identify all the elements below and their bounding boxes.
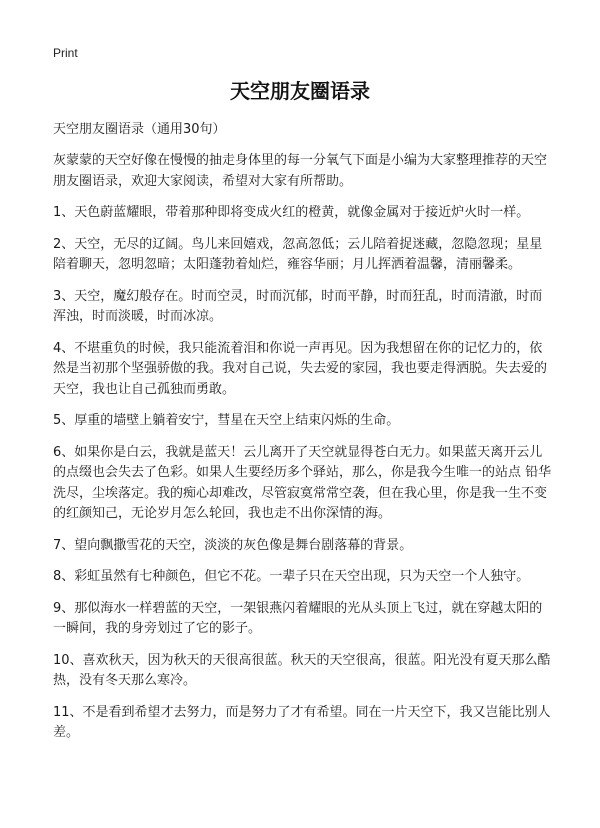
quote-item-8: 8、彩虹虽然有七种颜色，但它不花。一辈子只在天空出现，只为天空一个人独守。 [53,569,530,584]
quote-item-10: 10、喜欢秋天，因为秋天的天很高很蓝。秋天的天空很高，很蓝。阳光没有夏天那么酷热，没有冬天那么寒冷。 [53,652,551,688]
document-subtitle: 天空朋友圈语录（通用30句） [53,122,226,137]
quote-item-9: 9、那似海水一样碧蓝的天空，一架银燕闪着耀眼的光从头顶上飞过，就在穿越太阳的一瞬间，我的身旁划过了它的影子。 [53,600,543,636]
quote-item-6: 6、如果你是白云，我就是蓝天！云儿离开了天空就显得苍白无力。如果蓝天离开云儿的点缀也会失去了色彩。如果人生要经历多个驿站，那么，你是我今生唯一的站点 铅华洗尽，尘埃落定。我的痴心却难改，尽管寂寞常常空袭，但在我心里，你是我一生不变的红颜知己，无论岁月怎么轮回，我也走不出你深情的海。 [53,444,552,521]
quote-item-11: 11、不是看到希望才去努力，而是努力了才有希望。同在一片天空下，我又岂能比别人差。 [53,704,551,740]
document-body [53,120,553,755]
intro-paragraph: 灰蒙蒙的天空好像在慢慢的抽走身体里的每一分氧气下面是小编为大家整理推荐的天空朋友圈语录，欢迎大家阅读，希望对大家有所帮助。 [53,153,548,189]
quote-item-4: 4、不堪重负的时候，我只能流着泪和你说一声再见。因为我想留在你的记忆力的，依然是当初那个坚强骄傲的我。我对自己说，失去爱的家园，我也要走得洒脱。失去爱的天空，我也让自己孤独而勇敢。 [53,340,548,397]
quote-item-3: 3、天空，魔幻般存在。时而空灵，时而沉郁，时而平静，时而狂乱，时而清澈，时而浑浊，时而淡暖，时而冰凉。 [53,288,543,324]
quote-item-2: 2、天空，无尽的辽阔。鸟儿来回嬉戏，忽高忽低；云儿陪着捉迷藏，忽隐忽现；星星陪着聊天，忽明忽暗；太阳蓬勃着灿烂，雍容华丽；月儿挥洒着温馨，清丽馨柔。 [53,236,543,272]
print-label: Print [53,46,78,60]
quote-item-1: 1、天色蔚蓝耀眼，带着那种即将变成火红的橙黄，就像金属对于接近炉火时一样。 [53,205,530,220]
quote-item-7: 7、望向飘撒雪花的天空，淡淡的灰色像是舞台剧落幕的背景。 [53,537,413,553]
quote-item-5: 5、厚重的墙壁上躺着安宁，彗星在天空上结束闪烁的生命。 [53,413,400,428]
page-title: 天空朋友圈语录 [230,79,370,103]
